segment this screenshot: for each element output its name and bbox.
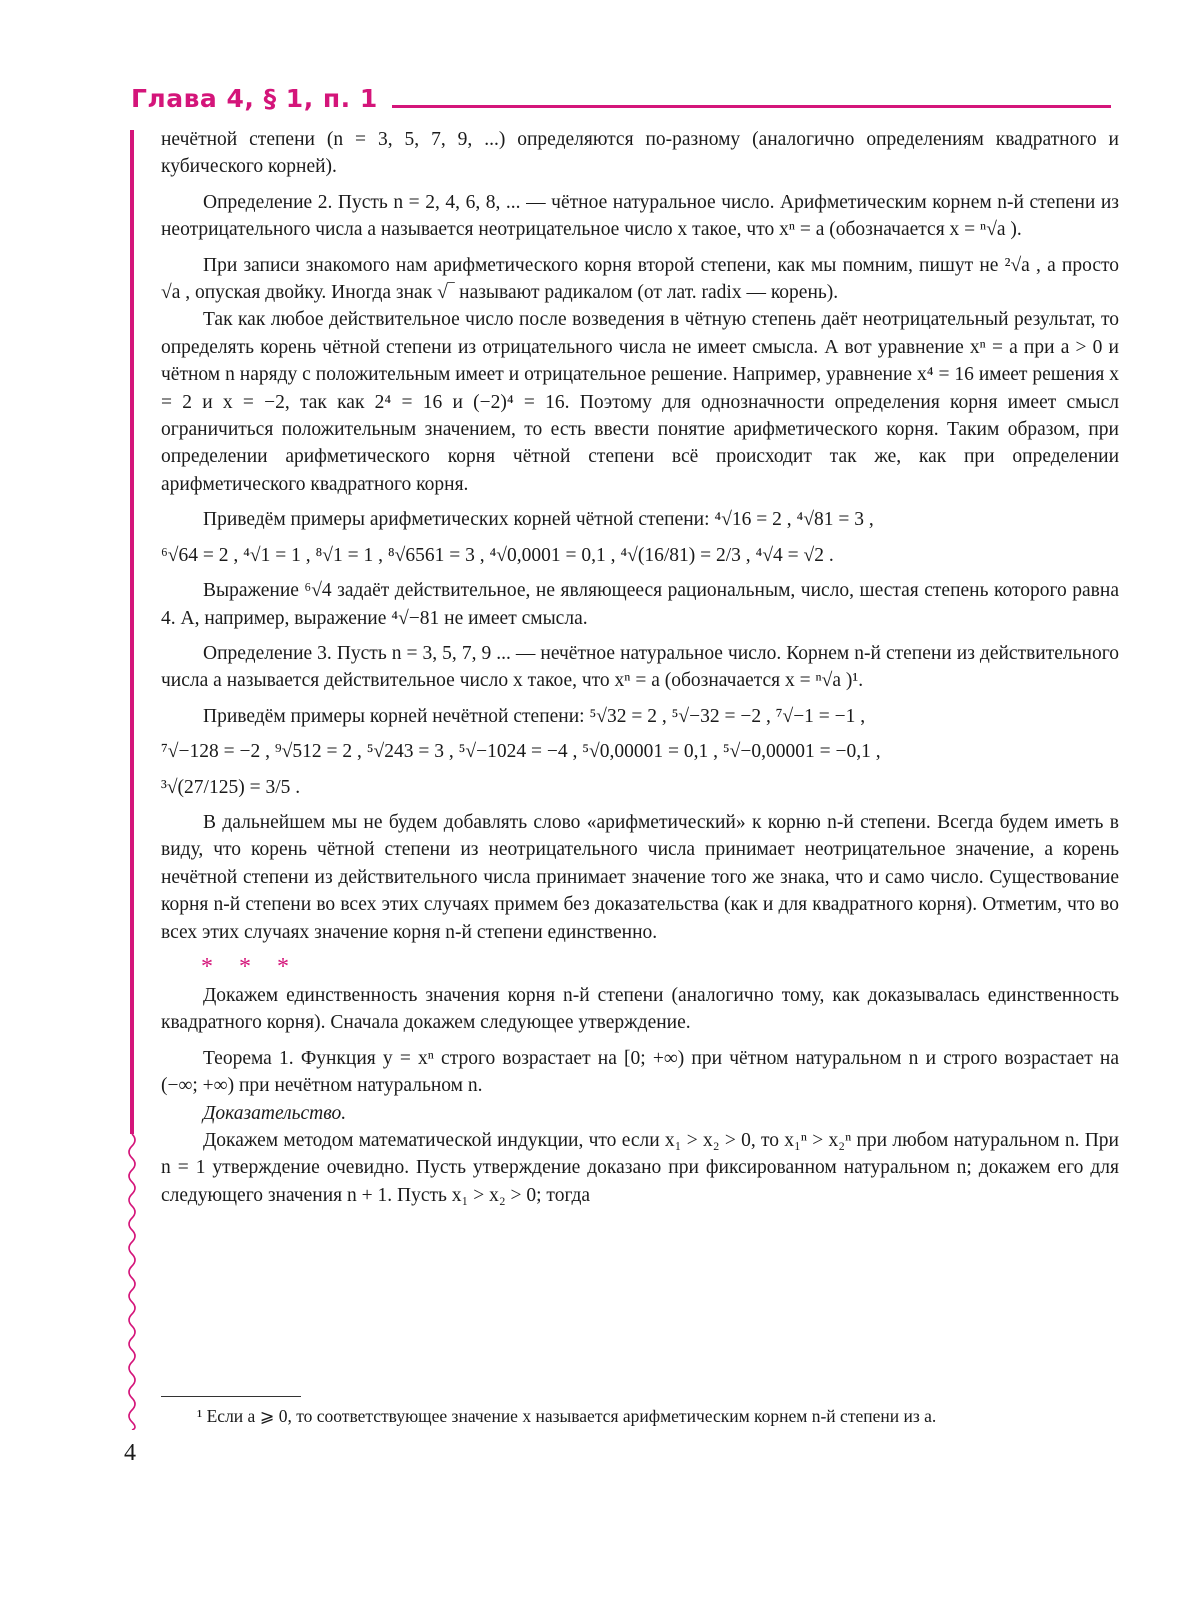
definition-2: Определение 2. Пусть n = 2, 4, 6, 8, ... — чётное натуральное число. Арифметическим корнем n-й степени из неотрицательного числа a называется неотрицательное число x такое, что xⁿ = a (обозначается x = ⁿ√a ). bbox=[161, 191, 1119, 241]
theorem-1: Теорема 1. Функция y = xⁿ строго возрастает на [0; +∞) при чётном натуральном n и строго возрастает на (−∞; +∞) при нечётном натуральном n. bbox=[161, 1047, 1119, 1097]
paragraph-uniqueness: Докажем единственность значения корня n-й степени (аналогично тому, как доказывалась единственность квадратного корня). Сначала докажем следующее утверждение. bbox=[161, 984, 1119, 1034]
page-header bbox=[131, 86, 1111, 111]
margin-wave bbox=[124, 1134, 140, 1430]
examples-odd-line-3: ³√(27/125) = 3/5 . bbox=[161, 776, 301, 798]
examples-odd-line-2: ⁷√−128 = −2 , ⁹√512 = 2 , ⁵√243 = 3 , ⁵√−1024 = −4 , ⁵√0,00001 = 0,1 , ⁵√−0,00001 = −0,1 , bbox=[161, 741, 881, 763]
margin-bar bbox=[130, 130, 134, 1134]
page-number: 4 bbox=[124, 1440, 136, 1466]
page-content bbox=[161, 126, 1119, 1209]
footnote-rule bbox=[161, 1396, 301, 1397]
proof-heading: Доказательство. bbox=[203, 1102, 347, 1124]
definition-3: Определение 3. Пусть n = 3, 5, 7, 9 ... — нечётное натуральное число. Корнем n-й степени из действительного числа a называется действительное число x такое, что xⁿ = a (обозначается x = ⁿ√a )¹. bbox=[161, 642, 1119, 692]
chapter-title: Глава 4, § 1, п. 1 bbox=[131, 84, 378, 113]
paragraph-even-root: Так как любое действительное число после возведения в чётную степень даёт неотрицательный результат, то определять корень чётной степени из отрицательного числа не имеет смысла. А вот уравнение xⁿ = a при a > 0 и чётном n наряду с положительным имеет и отрицательное решение. Например, уравнение x⁴ = 16 имеет решения x = 2 и x = −2, так как 2⁴ = 16 и (−2)⁴ = 16. Поэтому для однозначности определения корня имеет смысл ограничиться положительным значением, то есть ввести понятие арифметического корня. Таким образом, при определении арифметического корня чётной степени всё происходит так же, как при определении арифметического квадратного корня. bbox=[161, 309, 1119, 495]
examples-even-line-1: Приведём примеры арифметических корней чётной степени: ⁴√16 = 2 , ⁴√81 = 3 , bbox=[203, 509, 874, 531]
paragraph-further: В дальнейшем мы не будем добавлять слово «арифметический» к корню n-й степени. Всегда будем иметь в виду, что корень чётной степени из неотрицательного числа принимает неотрицательное значение, а корень нечётной степени из действительного числа принимает значение того же знака, что и само число. Существование корня n-й степени во всех этих случаях примем без доказательства (как и для квадратного корня). Отметим, что во всех этих случаях значение корня n-й степени единственно. bbox=[161, 811, 1119, 943]
section-stars: * * * bbox=[201, 953, 299, 980]
footnote: ¹ Если a ⩾ 0, то соответствующее значение x называется арифметическим корнем n-й степени из a. bbox=[197, 1406, 937, 1426]
paragraph-sixth-root: Выражение ⁶√4 задаёт действительное, не являющееся рациональным, число, шестая степень которого равна 4. А, например, выражение ⁴√−81 не имеет смысла. bbox=[161, 580, 1119, 629]
header-rule bbox=[392, 105, 1111, 108]
examples-odd-line-1: Приведём примеры корней нечётной степени: ⁵√32 = 2 , ⁵√−32 = −2 , ⁷√−1 = −1 , bbox=[203, 705, 866, 727]
examples-even-line-2: ⁶√64 = 2 , ⁴√1 = 1 , ⁸√1 = 1 , ⁸√6561 = 3 , ⁴√0,0001 = 0,1 , ⁴√(16/81) = 2/3 , ⁴√4 = √2 . bbox=[161, 544, 834, 566]
paragraph-radical: При записи знакомого нам арифметического корня второй степени, как мы помним, пишут не ²√a , а просто √a , опуская двойку. Иногда знак √‾ называют радикалом (от лат. radix — корень). bbox=[161, 254, 1119, 304]
paragraph-intro: нечётной степени (n = 3, 5, 7, 9, ...) определяются по-разному (аналогично определениям квадратного и кубического корней). bbox=[161, 129, 1119, 178]
paragraph-induction: Докажем методом математической индукции, что если x₁ > x₂ > 0, то x₁ⁿ > x₂ⁿ при любом натуральном n. При n = 1 утверждение очевидно. Пусть утверждение доказано при фиксированном натуральном n; докажем его для следующего значения n + 1. Пусть x₁ > x₂ > 0; тогда bbox=[161, 1130, 1119, 1206]
